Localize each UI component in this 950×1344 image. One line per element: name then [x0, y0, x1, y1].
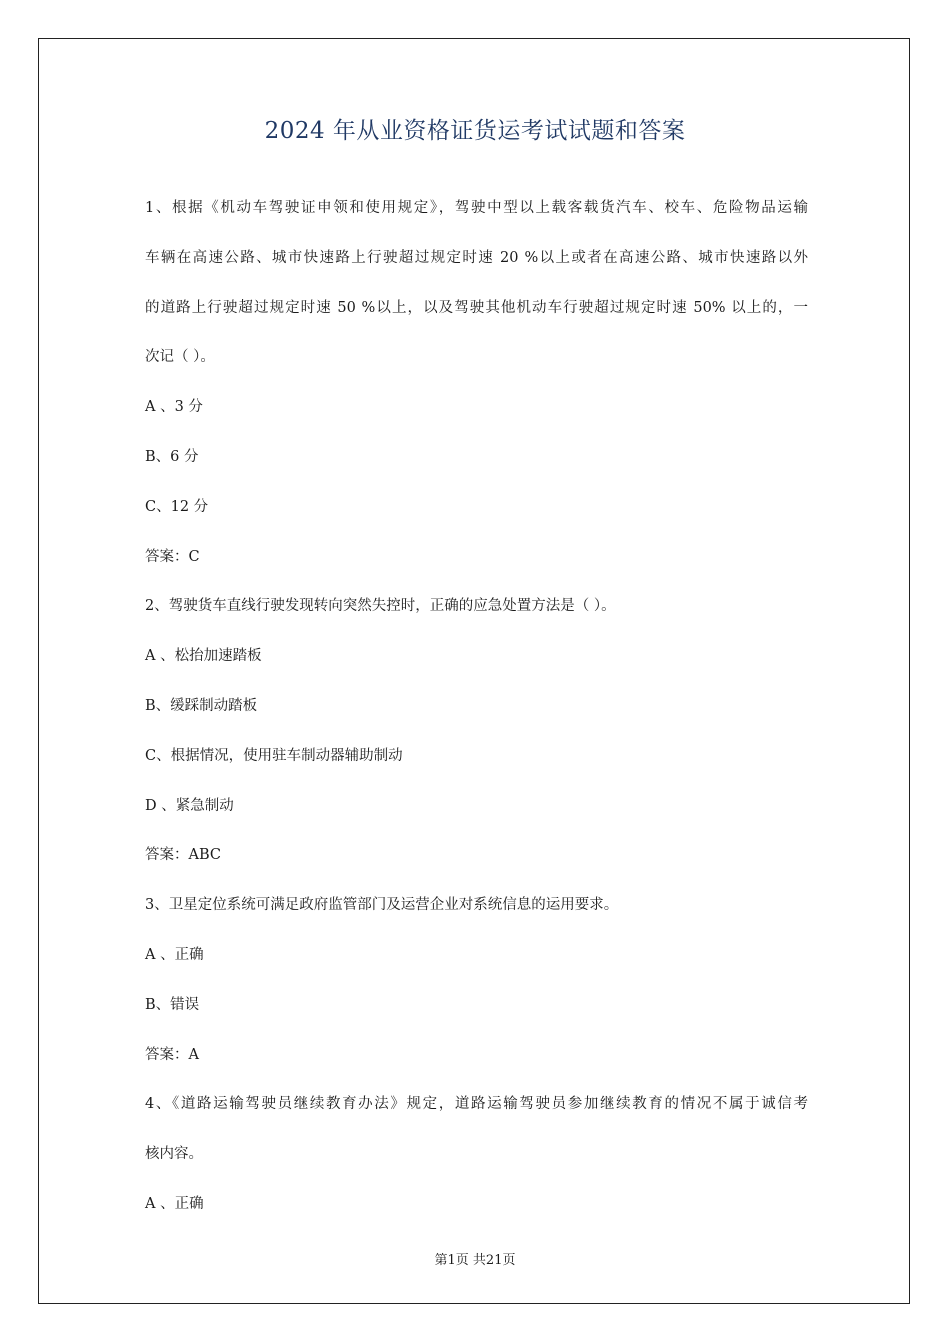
q2-option-a: A 、松抬加速踏板 — [145, 648, 262, 665]
q4-text-line-2: 核内容。 — [145, 1146, 203, 1163]
q1-text-line-3: 的道路上行驶超过规定时速 50 %以上，以及驾驶其他机动车行驶超过规定时速 50% 以上的，一 — [145, 299, 808, 316]
q4-text-line-1: 4、《道路运输驾驶员继续教育办法》规定，道路运输驾驶员参加继续教育的情况不属于诚信考 — [145, 1096, 808, 1113]
q3-option-b: B、错误 — [145, 996, 200, 1013]
q1-option-a: A 、3 分 — [145, 399, 203, 416]
document-title: 2024 年从业资格证货运考试试题和答案 — [264, 118, 686, 144]
page-footer: 第1页 共21页 — [434, 1253, 516, 1268]
q2-option-c: C、根据情况，使用驻车制动器辅助制动 — [145, 747, 403, 764]
q3-text: 3、卫星定位系统可满足政府监管部门及运营企业对系统信息的运用要求。 — [145, 897, 619, 914]
q1-text-line-1: 1、根据《机动车驾驶证申领和使用规定》，驾驶中型以上载客载货汽车、校车、危险物品运输 — [145, 200, 808, 216]
q2-option-b: B、缓踩制动踏板 — [145, 697, 258, 714]
q1-option-b: B、6 分 — [145, 448, 199, 465]
q1-text-line-4: 次记（ ）。 — [145, 349, 215, 366]
q2-option-d: D 、紧急制动 — [145, 797, 234, 814]
q2-text: 2、驾驶货车直线行驶发现转向突然失控时，正确的应急处置方法是（ ）。 — [145, 598, 616, 615]
q1-text-line-2: 车辆在高速公路、城市快速路上行驶超过规定时速 20 %以上或者在高速公路、城市快速路以外 — [145, 249, 808, 266]
document-body — [145, 200, 808, 1246]
q3-option-a: A 、正确 — [145, 946, 204, 963]
q1-option-c: C、12 分 — [145, 498, 209, 515]
q4-option-a: A 、正确 — [145, 1195, 204, 1212]
q2-answer: 答案：ABC — [145, 847, 221, 864]
q1-answer: 答案：C — [145, 548, 200, 565]
q3-answer: 答案：A — [145, 1046, 199, 1063]
